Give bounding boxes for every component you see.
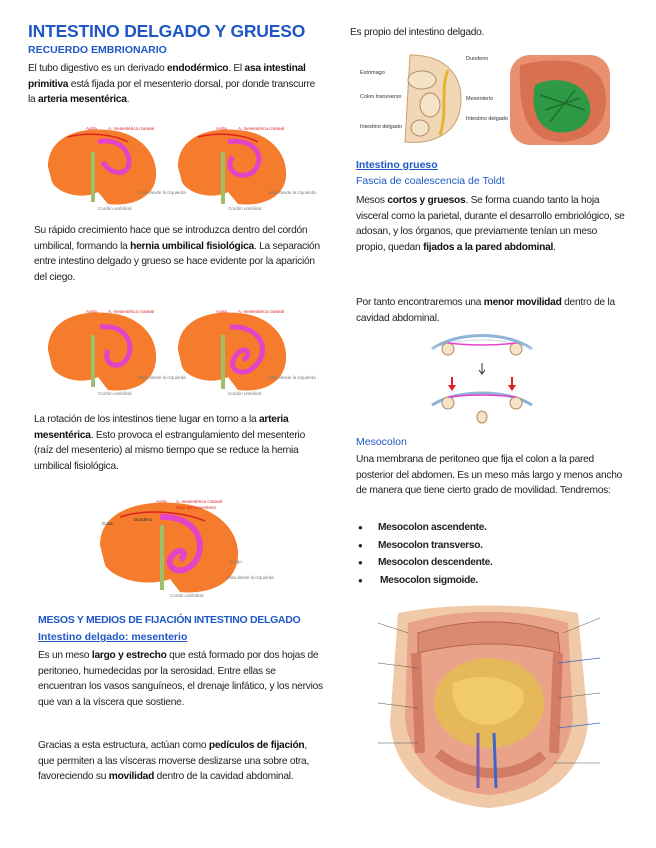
label-cordon-e: Cordón umbilical: [170, 593, 204, 598]
list-item: ● Mesocolon descendente.: [358, 554, 493, 572]
paragraph-toldt: Mesos cortos y gruesos. Se forma cuando tanto la hoja visceral como la parietal, durante el desarrollo embriológico, se adosan, y los órganos, que previamente tenían un meso propio, quedan fijados a la pared abdominal.: [356, 195, 625, 253]
section-subheading-mesenterio: Intestino delgado: mesenterio: [38, 631, 188, 643]
sagittal-section: [405, 55, 461, 143]
label-vista-a: Vista desde la izquierda: [138, 190, 186, 195]
label-ams-e: A. mesentérica craneal: [176, 499, 223, 504]
label-ams-a: A. mesentérica craneal: [108, 126, 155, 131]
paragraph-mesenterio: Es un meso largo y estrecho que está formado por dos hojas de peritoneo, humedecidas por la serosidad. Entre ellas se encuentran los vasos sanguíneos, el drenaje linfático, y los nervios que van a la víscera que sostiene.: [38, 650, 323, 708]
label-aorta-e: Aorta: [156, 499, 167, 504]
label-aorta-d: Aorta: [216, 309, 227, 314]
label-intestino-delgado-2: Intestino delgado: [466, 116, 508, 122]
label-aorta-b: Aorta: [216, 126, 227, 131]
list-item: ● Mesocolon ascendente.: [358, 519, 493, 537]
label-vista-b: Vista desde la izquierda: [268, 190, 316, 195]
label-vista-e: Vista desde la izquierda: [226, 575, 274, 580]
section-heading-embrionario: RECUERDO EMBRIONARIO: [28, 44, 167, 56]
label-cordon-b: Cordón umbilical: [228, 206, 262, 211]
page-title: INTESTINO DELGADO Y GRUESO: [28, 21, 306, 41]
label-vista-c: Vista desde la izquierda: [138, 375, 186, 380]
embryo-figure-3: [90, 495, 274, 600]
list-item: ● Mesocolon transverso.: [358, 537, 493, 555]
peritoneum-figure: [360, 50, 620, 148]
label-cordon-d: Cordón umbilical: [228, 391, 262, 396]
label-raiz: Raíz del mesenterio: [176, 505, 217, 510]
paragraph-hernia: Su rápido crecimiento hace que se introduzca dentro del cordón umbilical, formando la hernia umbilical fisiológica. La separación entre intestino delgado y grueso se hace evidente por la aparición del ciego.: [34, 225, 320, 283]
label-colon: Colon: [102, 521, 114, 526]
label-ams-d: A. mesentérica craneal: [238, 309, 285, 314]
list-item: ● Mesocolon sigmoide.: [358, 572, 493, 590]
paragraph-movilidad: Por tanto encontraremos una menor movilidad dentro de la cavidad abdominal.: [356, 297, 615, 324]
paragraph-pediculos: Gracias a esta estructura, actúan como pedículos de fijación, que permiten a las vísceras moverse deslizarse una sobre otra, favoreciendo su movilidad dentro de la cavidad abdominal.: [38, 740, 310, 782]
label-colon-transverso: Colon transverso: [360, 94, 402, 100]
label-ams-c: A. mesentérica craneal: [108, 309, 155, 314]
label-cordon-a: Cordón umbilical: [98, 206, 132, 211]
label-aorta-c: Aorta: [86, 309, 97, 314]
label-intestino-delgado: Intestino delgado: [360, 124, 402, 130]
label-aorta-a: Aorta: [86, 126, 97, 131]
embryo-figure-1: [38, 122, 316, 212]
section-heading-mesos: MESOS Y MEDIOS DE FIJACIÓN INTESTINO DELGADO: [38, 614, 301, 626]
label-cordon-c: Cordón umbilical: [98, 391, 132, 396]
embryo-figure-2: [38, 305, 316, 397]
label-vista-d: Vista desde la izquierda: [268, 375, 316, 380]
paragraph-propio: Es propio del intestino delgado.: [350, 27, 485, 38]
label-estomago: Estómago: [360, 70, 385, 76]
frontal-view: [510, 55, 610, 145]
label-duodeno-r: Duodeno: [466, 56, 489, 62]
section-heading-mesocolon: Mesocolon: [356, 436, 407, 448]
abdomen-anatomy-figure: [378, 603, 600, 811]
label-ciego: Ciego: [230, 559, 242, 564]
section-heading-grueso: Intestino grueso: [356, 159, 438, 171]
label-duodeno: Duodeno: [134, 517, 153, 522]
label-mesenterio: Mesenterio: [466, 96, 494, 102]
section-subheading-toldt: Fascia de coalescencia de Toldt: [356, 175, 505, 187]
paragraph-embrionario: El tubo digestivo es un derivado endodérmico. El asa intestinal primitiva está fijada por el mesenterio dorsal, por donde transcurre la arteria mesentérica.: [28, 63, 316, 105]
mesocolon-list: [358, 519, 493, 589]
label-ams-b: A. mesentérica craneal: [238, 126, 285, 131]
paragraph-mesocolon: Una membrana de peritoneo que fija el colon a la pared posterior del abdomen. Es un meso más largo y menos ancho de manera que tiene cierto grado de movilidad. Tendremos:: [356, 454, 623, 496]
paragraph-rotacion: La rotación de los intestinos tiene lugar en torno a la arteria mesentérica. Esto provoca el estrangulamiento del mesenterio (raíz del mesenterio) al mismo tiempo que se reduce la hernia umbilical fisiológica.: [34, 414, 305, 472]
coalescence-diagram: [428, 333, 536, 425]
